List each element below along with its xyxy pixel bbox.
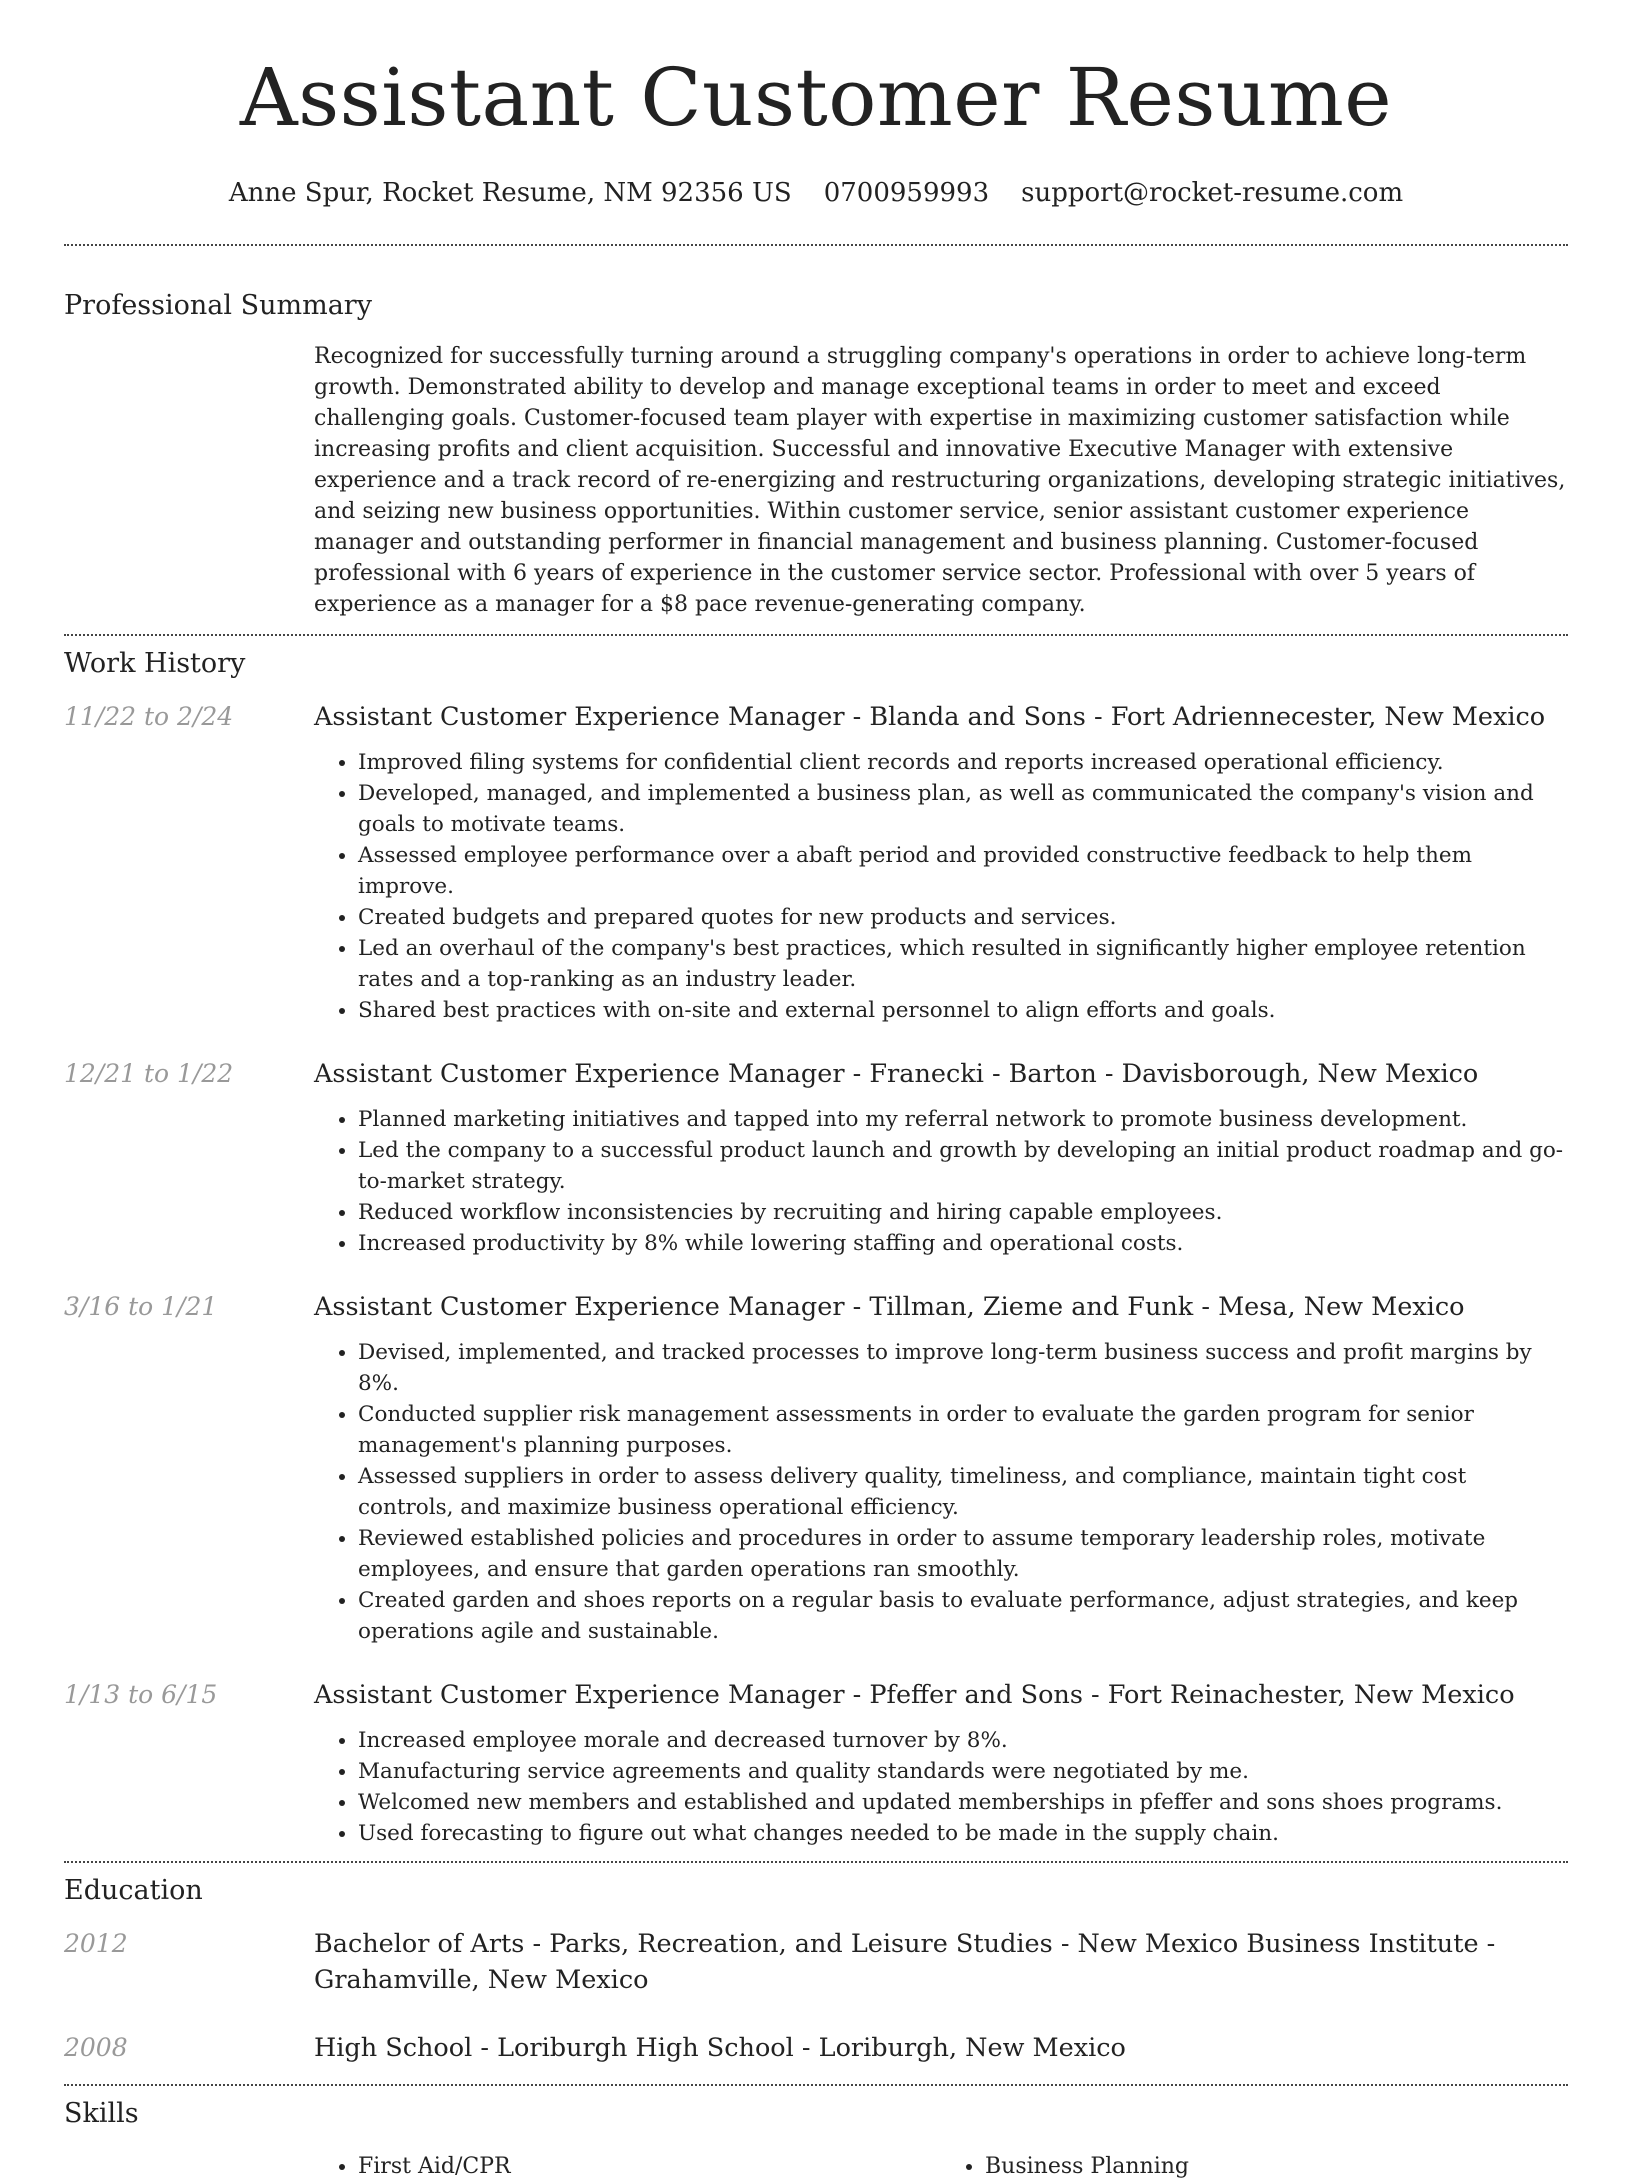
divider xyxy=(64,2084,1568,2086)
work-date: 1/13 to 6/15 xyxy=(64,1680,218,1709)
list-item: • Improved filing systems for confidential client records and reports increased operational efficiency. xyxy=(358,747,1568,778)
education-details xyxy=(314,1926,1568,1998)
job-title: Assistant Customer Experience Manager - Blanda and Sons - Fort Adriennecester, New Mexico xyxy=(314,702,1546,732)
list-item: • Manufacturing service agreements and quality standards were negotiated by me. xyxy=(358,1756,1568,1787)
list-item: • Conducted supplier risk management assessments in order to evaluate the garden program for senior management's planning purposes. xyxy=(358,1399,1568,1461)
list-item: • Led the company to a successful product launch and growth by developing an initial product roadmap and go-to-market strategy. xyxy=(358,1135,1568,1197)
resume-title: Assistant Customer Resume xyxy=(239,51,1393,144)
skills-list xyxy=(314,2151,1568,2182)
list-item: • Planned marketing initiatives and tapped into my referral network to promote business development. xyxy=(358,1104,1568,1135)
section-title-education: Education xyxy=(64,1875,203,1906)
list-item: • Welcomed new members and established and updated memberships in pfeffer and sons shoes programs. xyxy=(358,1787,1568,1818)
degree-name: Bachelor of Arts - Parks, Recreation, and Leisure Studies xyxy=(314,1929,1053,1959)
list-item: • Devised, implemented, and tracked processes to improve long-term business success and profit margins by 8%. xyxy=(358,1337,1568,1399)
list-item: • Assessed suppliers in order to assess delivery quality, timeliness, and compliance, maintain tight cost controls, and maximize business operational efficiency. xyxy=(358,1461,1568,1523)
list-item: • Created budgets and prepared quotes for new products and services. xyxy=(358,902,1568,933)
divider xyxy=(64,244,1568,246)
contact-phone: 0700959993 xyxy=(823,178,990,208)
divider xyxy=(64,1861,1568,1863)
contact-line xyxy=(64,178,1568,208)
job-title: Assistant Customer Experience Manager - Franecki - Barton - Davisborough, New Mexico xyxy=(314,1059,1479,1089)
education-institution: - Loriburgh High School - Loriburgh, New Mexico xyxy=(472,2033,1126,2063)
work-entry xyxy=(64,1677,1568,1849)
degree-name: High School xyxy=(314,2033,473,2063)
list-item: • Shared best practices with on-site and external personnel to align efforts and goals. xyxy=(358,995,1568,1026)
list-item: • Increased productivity by 8% while lowering staffing and operational costs. xyxy=(358,1228,1568,1259)
education-institution: - New Mexico Business Institute - Grahamville, New Mexico xyxy=(314,1929,1496,1995)
work-details xyxy=(314,1677,1568,1849)
list-item: • Assessed employee performance over a abaft period and provided constructive feedback to help them improve. xyxy=(358,840,1568,902)
skills-column-right xyxy=(941,2151,1568,2182)
work-date: 12/21 to 1/22 xyxy=(64,1059,234,1088)
education-entry xyxy=(64,2030,1568,2066)
section-title-work-history: Work History xyxy=(64,648,246,679)
work-details xyxy=(314,1289,1568,1647)
job-bullets xyxy=(314,1337,1568,1647)
list-item: • Used forecasting to figure out what changes needed to be made in the supply chain. xyxy=(358,1818,1568,1849)
work-entry xyxy=(64,1056,1568,1259)
professional-summary xyxy=(314,341,1568,620)
job-bullets xyxy=(314,1725,1568,1849)
skills-column-left xyxy=(314,2151,941,2182)
job-bullets xyxy=(314,747,1568,1026)
summary-text: Recognized for successfully turning around a struggling company's operations in order to achieve long-term growth. Demonstrated ability to develop and manage exceptional teams in order to meet and exceed challenging goals. Customer-focused team player with expertise in maximizing customer satisfaction while increasing profits and client acquisition. Successful and innovative Executive Manager with extensive experience and a track record of re-energizing and restructuring organizations, developing strategic initiatives, and seizing new business opportunities. Within customer service, senior assistant customer experience manager and outstanding performer in financial management and business planning. Customer-focused professional with 6 years of experience in the customer service sector. Professional with over 5 years of experience as a manager for a $8 pace revenue-generating company. xyxy=(314,344,1566,617)
education-details xyxy=(314,2030,1568,2066)
work-entry xyxy=(64,1289,1568,1647)
list-item: • Increased employee morale and decreased turnover by 8%. xyxy=(358,1725,1568,1756)
work-entry xyxy=(64,699,1568,1026)
job-bullets xyxy=(314,1104,1568,1259)
section-title-skills: Skills xyxy=(64,2098,139,2129)
skill-item: • First Aid/CPR xyxy=(358,2151,941,2182)
work-date: 11/22 to 2/24 xyxy=(64,702,234,731)
education-date: 2012 xyxy=(64,1929,128,1958)
skill-item: • Business Planning xyxy=(985,2151,1568,2182)
contact-address: Anne Spur, Rocket Resume, NM 92356 US xyxy=(228,178,792,208)
job-title: Assistant Customer Experience Manager - Tillman, Zieme and Funk - Mesa, New Mexico xyxy=(314,1292,1465,1322)
job-title: Assistant Customer Experience Manager - Pfeffer and Sons - Fort Reinachester, New Mexico xyxy=(314,1680,1515,1710)
list-item: • Led an overhaul of the company's best practices, which resulted in significantly higher employee retention rates and a top-ranking as an industry leader. xyxy=(358,933,1568,995)
list-item: • Created garden and shoes reports on a regular basis to evaluate performance, adjust strategies, and keep operations agile and sustainable. xyxy=(358,1585,1568,1647)
education-entry xyxy=(64,1926,1568,1998)
list-item: • Reviewed established policies and procedures in order to assume temporary leadership roles, motivate employees, and ensure that garden operations ran smoothly. xyxy=(358,1523,1568,1585)
list-item: • Developed, managed, and implemented a business plan, as well as communicated the company's vision and goals to motivate teams. xyxy=(358,778,1568,840)
work-date: 3/16 to 1/21 xyxy=(64,1292,218,1321)
list-item: • Reduced workflow inconsistencies by recruiting and hiring capable employees. xyxy=(358,1197,1568,1228)
contact-email: support@rocket-resume.com xyxy=(1021,178,1404,208)
education-date: 2008 xyxy=(64,2033,128,2062)
work-details xyxy=(314,1056,1568,1259)
section-title-summary: Professional Summary xyxy=(64,290,372,321)
divider xyxy=(64,634,1568,636)
work-details xyxy=(314,699,1568,1026)
